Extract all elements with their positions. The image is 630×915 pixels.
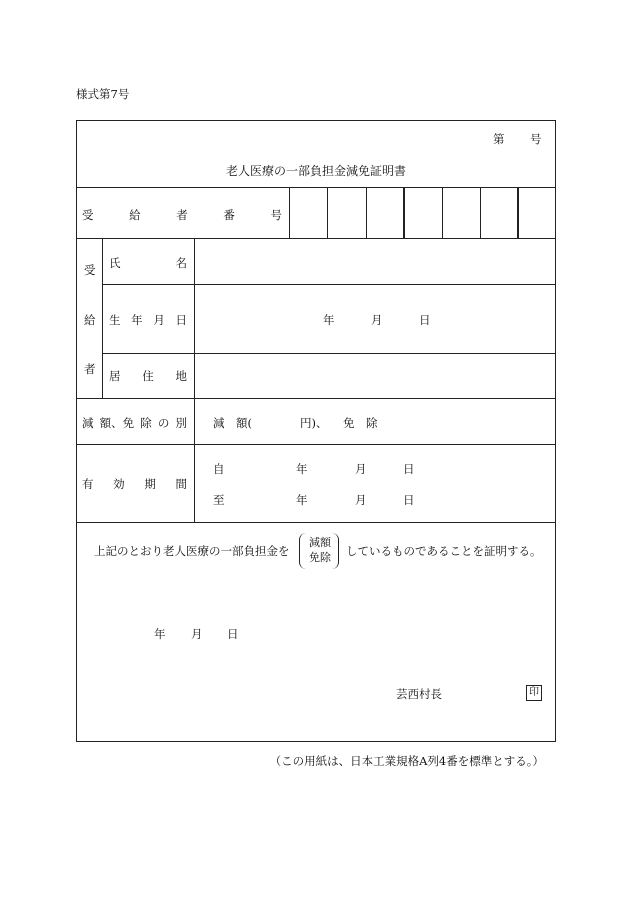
divider-line (76, 238, 556, 239)
validity-to-label: 至 (213, 493, 225, 507)
recipient-group-char: 者 (84, 362, 96, 376)
number-box[interactable] (328, 188, 366, 238)
divider-line (102, 284, 556, 285)
validity-from-label: 自 (213, 462, 225, 476)
to-month-unit: 月 (355, 493, 367, 507)
number-box[interactable] (443, 188, 480, 238)
bracket-option-exemption: 免除 (309, 551, 331, 564)
divider-line (76, 444, 556, 445)
number-box[interactable] (481, 188, 517, 238)
reduction-type-label: 減 額、免 除 の 別 (82, 416, 187, 430)
to-year-unit: 年 (296, 493, 308, 507)
number-go: 号 (530, 132, 542, 146)
from-year-unit: 年 (296, 462, 308, 476)
number-box[interactable] (519, 188, 556, 238)
name-field[interactable] (200, 255, 550, 275)
document-title: 老人医療の一部負担金減免証明書 (226, 164, 407, 178)
to-day-unit: 日 (403, 493, 415, 507)
date-year-unit: 年 (154, 627, 166, 641)
birth-year-unit: 年 (323, 313, 335, 327)
birth-day-unit: 日 (419, 313, 431, 327)
exemption-label: 免 除 (343, 416, 378, 430)
certification-text-before: 上記のとおり老人医療の一部負担金を (94, 544, 290, 558)
birth-month-unit: 月 (371, 313, 383, 327)
recipient-group-char: 給 (84, 313, 96, 327)
date-month-unit: 月 (191, 627, 203, 641)
divider-line (76, 522, 556, 523)
address-label: 居 住 地 (109, 369, 187, 383)
certification-text-after: しているものであることを証明する。 (346, 544, 542, 558)
divider-line (102, 353, 556, 354)
birthdate-label: 生 年 月 日 (109, 313, 187, 327)
address-field[interactable] (200, 368, 550, 388)
issuer-title: 芸西村長 (396, 687, 442, 701)
from-day-unit: 日 (403, 462, 415, 476)
reduction-exemption-bracket (299, 533, 339, 569)
divider-line (76, 398, 556, 399)
reduction-yen-label: 円)、 (300, 416, 328, 430)
from-month-unit: 月 (355, 462, 367, 476)
recipient-group-char: 受 (84, 263, 96, 277)
label-column-divider (194, 238, 195, 522)
name-label: 氏 名 (109, 256, 187, 270)
recipient-number-label: 受 給 者 番 号 (82, 208, 282, 222)
number-box[interactable] (405, 188, 442, 238)
bracket-option-reduction: 減額 (309, 536, 331, 549)
reduction-amount-label: 減 額( (213, 416, 252, 430)
validity-label: 有 効 期 間 (82, 477, 187, 491)
paper-size-note: （この用紙は、日本工業規格A列4番を標準とする。） (269, 754, 544, 768)
group-divider (102, 238, 103, 398)
seal-mark: 印 (526, 685, 542, 701)
number-box[interactable] (367, 188, 403, 238)
number-box[interactable] (290, 188, 327, 238)
date-day-unit: 日 (227, 627, 239, 641)
number-dai: 第 (493, 132, 505, 146)
form-number: 様式第7号 (76, 87, 130, 101)
